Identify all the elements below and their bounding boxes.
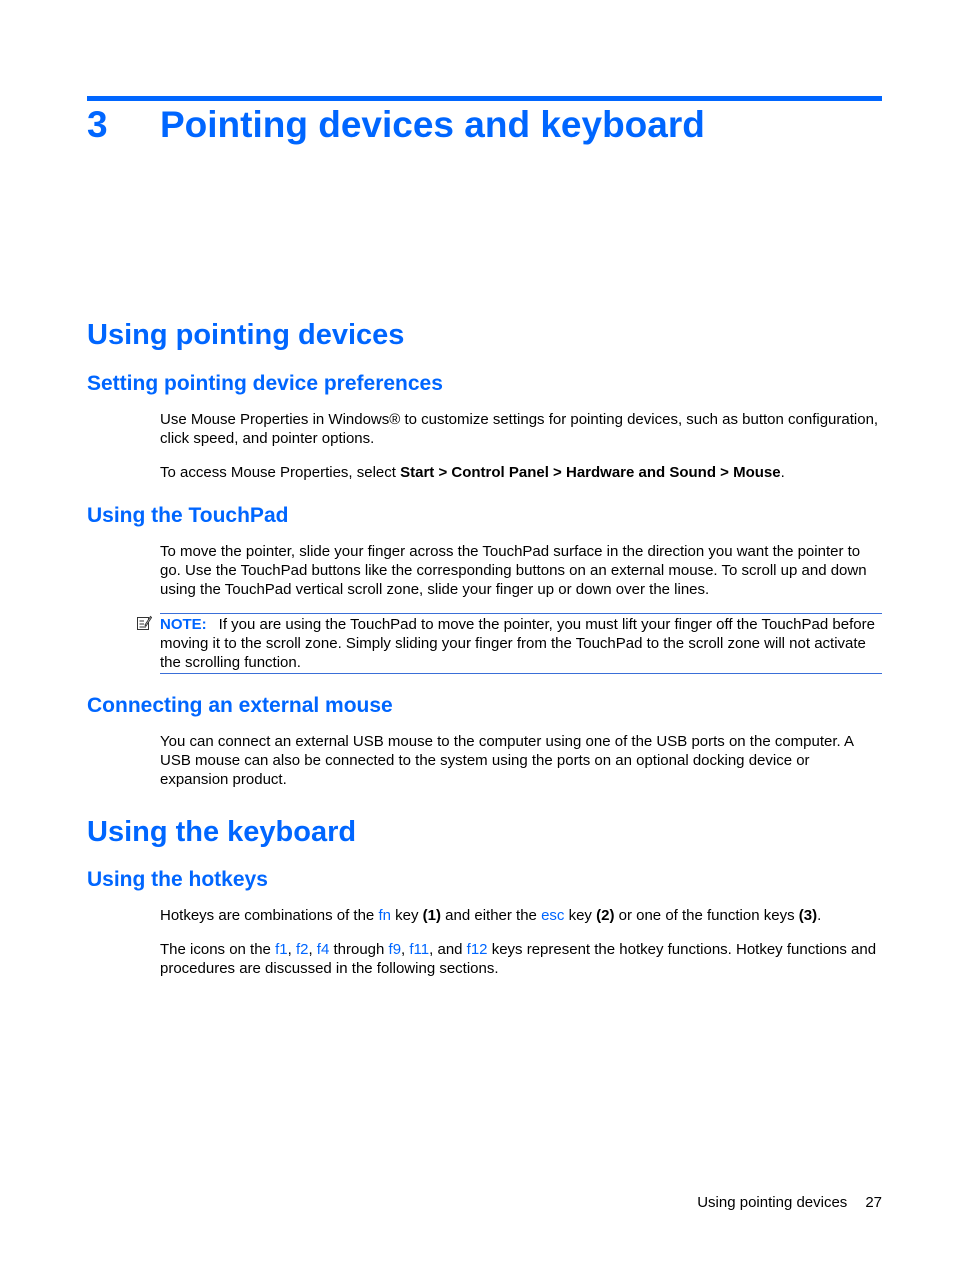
hotkeys-paragraph-2 — [160, 940, 882, 978]
text-run: keys represent the hotkey functions. Hotkey functions and procedures are discussed in the following sections. — [160, 941, 877, 977]
note-label: NOTE: — [160, 616, 207, 633]
text-run: key — [564, 907, 597, 924]
note-body: If you are using the TouchPad to move the pointer, you must lift your finger off the TouchPad before moving it to the scroll zone. Simply sliding your finger from the TouchPad to the scroll zone will not activate the scrolling function. — [160, 616, 875, 671]
callout-3: (3) — [798, 907, 818, 924]
key-f4: f4 — [316, 941, 330, 958]
text-run: Hotkeys are combinations of the — [160, 907, 379, 924]
text-run: or one of the function keys — [614, 907, 799, 924]
text-run: through — [329, 941, 389, 958]
chapter-title: Pointing devices and keyboard — [160, 104, 705, 145]
touchpad-paragraph: To move the pointer, slide your finger across the TouchPad surface in the direction you want the pointer to go. Use the TouchPad buttons like the corresponding buttons on an external mouse. To scroll up and down using the TouchPad vertical scroll zone, slide your finger up or down over the lines. — [160, 543, 867, 598]
text-run: , — [308, 941, 317, 958]
text-run: , — [287, 941, 296, 958]
page-footer — [697, 1193, 882, 1212]
menu-path: Start > Control Panel > Hardware and Sound > Mouse — [400, 464, 781, 481]
text-run: . — [817, 907, 822, 924]
text-run: The icons on the — [160, 941, 276, 958]
preferences-paragraph-1: Use Mouse Properties in Windows® to customize settings for pointing devices, such as button configuration, click speed, and pointer options. — [160, 411, 879, 447]
external-mouse-paragraph: You can connect an external USB mouse to the computer using one of the USB ports on the computer. A USB mouse can also be connected to the system using the ports on an optional docking device or expansion product. — [160, 733, 854, 788]
subsection-title-hotkeys: Using the hotkeys — [87, 868, 268, 891]
key-f1: f1 — [275, 941, 288, 958]
text-run: . — [780, 464, 785, 481]
callout-2: (2) — [596, 907, 615, 924]
text-run: , and — [429, 941, 467, 958]
note-pencil-icon — [136, 615, 152, 631]
subsection-title-external-mouse: Connecting an external mouse — [87, 694, 393, 717]
key-f11: f11 — [409, 941, 430, 958]
key-fn: fn — [378, 907, 391, 924]
subsection-title-touchpad: Using the TouchPad — [87, 504, 289, 527]
text-run: , — [401, 941, 410, 958]
callout-1: (1) — [422, 907, 441, 924]
chapter-number: 3 — [87, 104, 108, 145]
page-number: 27 — [865, 1194, 882, 1211]
subsection-title-preferences: Setting pointing device preferences — [87, 372, 443, 395]
footer-section: Using pointing devices — [697, 1194, 848, 1211]
chapter-heading — [87, 102, 705, 148]
text-run: key — [390, 907, 423, 924]
chapter-rule — [87, 96, 882, 101]
note-text — [160, 615, 882, 672]
section-title-pointing: Using pointing devices — [87, 319, 405, 351]
note-box — [160, 613, 882, 674]
key-f9: f9 — [388, 941, 402, 958]
key-f2: f2 — [295, 941, 309, 958]
hotkeys-paragraph-1 — [160, 906, 882, 925]
section-title-keyboard: Using the keyboard — [87, 816, 357, 848]
preferences-paragraph-2 — [160, 463, 882, 482]
text-run: and either the — [441, 907, 542, 924]
text-run: To access Mouse Properties, select — [160, 464, 401, 481]
key-esc: esc — [541, 907, 565, 924]
key-f12: f12 — [466, 941, 488, 958]
